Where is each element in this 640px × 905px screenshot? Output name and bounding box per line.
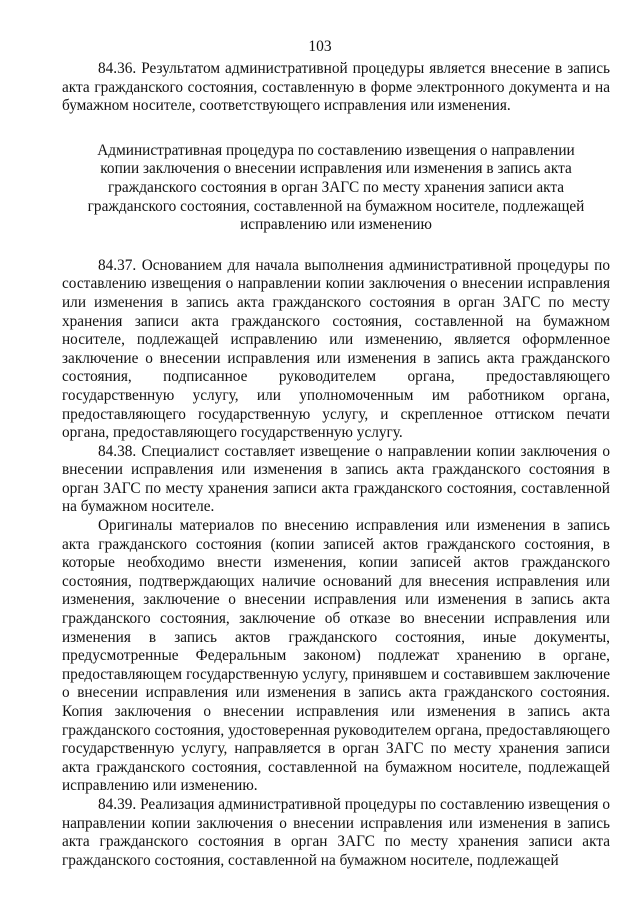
paragraph-84-38: 84.38. Специалист составляет извещение о направлении копии заключения о внесении исправления или изменения в запись акта гражданского состояния в орган ЗАГС по месту хранения записи акта гражданского состояния, составленной на бумажном носителе. <box>62 442 610 516</box>
paragraph-84-37: 84.37. Основанием для начала выполнения административной процедуры по составлению извещения о направлении копии заключения о внесении исправления или изменения в запись акта гражданского состояния в орган ЗАГС по месту хранения записи акта гражданского состояния, составленной на бумажном носителе, подлежащей исправлению или изменению, является оформленное заключение о внесении исправления или изменения в запись акта гражданского состояния, подписанное руководителем органа, предоставляющего государственную услугу, или уполномоченным им работником органа, предоставляющего государственную услугу, и скрепленное оттиском печати органа, предоставляющего государственную услугу. <box>62 256 610 442</box>
paragraph-84-36: 84.36. Результатом административной процедуры является внесение в запись акта гражданского состояния, составленную в форме электронного документа и на бумажном носителе, соответствующего исправления или изменения. <box>62 60 610 115</box>
document-body <box>62 60 610 870</box>
paragraph-84-39: 84.39. Реализация административной процедуры по составлению извещения о направлении копии заключения о внесении исправления или изменения в запись акта гражданского состояния в орган ЗАГС по месту хранения записи акта гражданского состояния, составленной на бумажном носителе, подлежащей <box>62 795 610 869</box>
paragraph-originals: Оригиналы материалов по внесению исправления или изменения в запись акта гражданского состояния (копии записей актов гражданского состояния, в которые необходимо внести изменения, копии записей актов гражданского состояния, подтверждающих наличие оснований для внесения исправления или изменения, заключение о внесении исправления или изменения в запись акта гражданского состояния, заключение об отказе во внесении исправления или изменения в запись актов гражданского состояния, иные документы, предусмотренные Федеральным законом) подлежат хранению в органе, предоставляющем государственную услугу, принявшем и составившем заключение о внесении исправления или изменения в запись акта гражданского состояния. Копия заключения о внесении исправления или изменения в запись акта гражданского состояния, удостоверенная руководителем органа, предоставляющего государственную услугу, направляется в орган ЗАГС по месту хранения записи акта гражданского состояния, составленной на бумажном носителе, подлежащей исправлению или изменению. <box>62 517 610 795</box>
page-number: 103 <box>308 38 332 55</box>
section-heading: Административная процедура по составлению извещения о направлении копии заключения о внесении исправления или изменения в запись акта гражданского состояния в орган ЗАГС по месту хранения записи акта гражданского состояния, составленной на бумажном носителе, подлежащей исправлению или изменению <box>87 141 585 234</box>
